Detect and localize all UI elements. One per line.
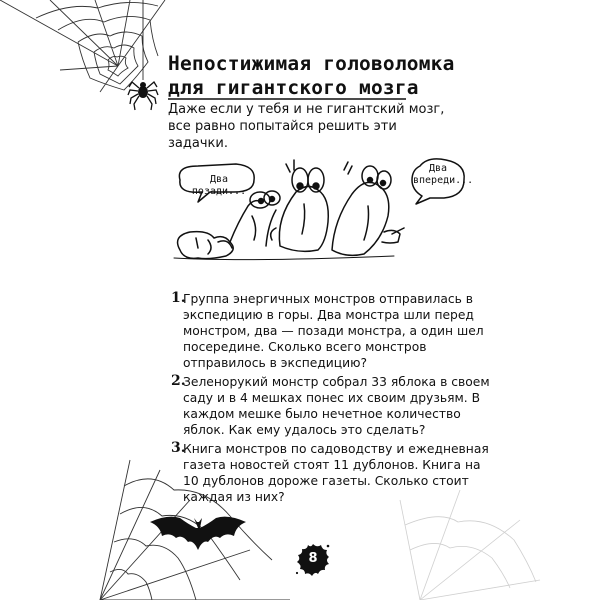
spider-icon — [128, 78, 158, 112]
problem-2 — [171, 374, 491, 438]
page-number: 8 — [308, 551, 318, 566]
speech-bubble-right — [413, 163, 474, 187]
page-title-line-2: для гигантского мозга — [168, 76, 419, 99]
faint-web-decoration-icon — [380, 490, 540, 600]
problem-text: Зеленорукий монстр собрал 33 яблока в своем саду и в 4 мешках понес их своим друзьям. В каждом мешке было нечетное количество яблок. Как ему удалось это сделать? — [183, 375, 490, 437]
problem-1 — [171, 291, 491, 371]
problem-text: Группа энергичных монстров отправилась в экспедицию в горы. Два монстра шли перед монстром, два — позади монстра, а один шел посередине. Сколько всего монстров отправилось в экспедицию? — [183, 292, 484, 370]
page-title-line-1: Непостижимая головоломка — [168, 52, 455, 75]
speech-bubble-right-line-1: Два — [428, 163, 448, 174]
problem-text: Книга монстров по садоводству и ежедневная газета новостей стоят 11 дублонов. Книга на 10 дублонов дороже газеты. Сколько стоит каждая из них? — [183, 442, 489, 504]
intro-text: Даже если у тебя и не гигантский мозг, все равно попытайся решить эти задачки. — [168, 102, 445, 151]
bat-icon — [150, 510, 246, 558]
problem-number: 1. — [171, 290, 186, 306]
page-number-badge — [295, 542, 331, 578]
speech-bubble-left-text: Два позади... — [191, 174, 247, 197]
problem-number: 3. — [171, 440, 186, 456]
speech-bubble-left — [180, 174, 258, 198]
page-title — [168, 52, 498, 100]
problem-number: 2. — [171, 373, 186, 389]
speech-bubble-right-line-2: впереди... — [413, 175, 474, 186]
